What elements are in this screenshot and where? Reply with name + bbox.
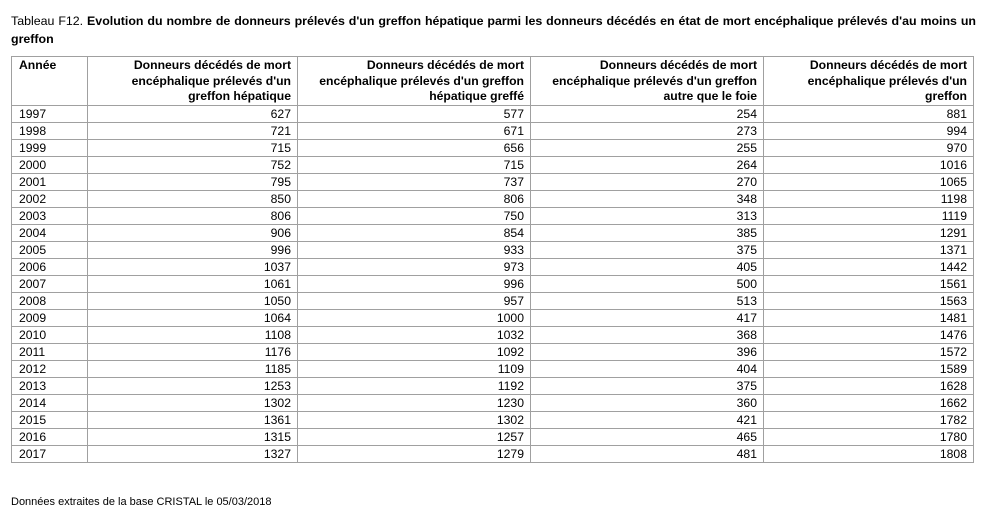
- table-caption-text: Evolution du nombre de donneurs prélevés d'un greffon hépatique parmi les donneurs décédés en état de mort encéphalique prélevés d'au moins un greffon: [11, 14, 976, 46]
- table-row: [12, 395, 974, 412]
- cell-liver-donors: 1302: [88, 395, 298, 412]
- cell-liver-donors: 752: [88, 157, 298, 174]
- cell-liver-grafted-donors: 933: [298, 242, 531, 259]
- cell-all-donors: 1291: [764, 225, 974, 242]
- table-row: [12, 344, 974, 361]
- cell-liver-grafted-donors: 973: [298, 259, 531, 276]
- cell-all-donors: 881: [764, 106, 974, 123]
- cell-all-donors: 1628: [764, 378, 974, 395]
- cell-other-organ-donors: 417: [531, 310, 764, 327]
- cell-all-donors: 1119: [764, 208, 974, 225]
- cell-liver-donors: 1361: [88, 412, 298, 429]
- cell-liver-donors: 715: [88, 140, 298, 157]
- cell-liver-donors: 1108: [88, 327, 298, 344]
- cell-year: 1999: [12, 140, 88, 157]
- cell-liver-grafted-donors: 996: [298, 276, 531, 293]
- column-header-liver-donors: Donneurs décédés de mort encéphalique prélevés d'un greffon hépatique: [88, 57, 298, 106]
- cell-all-donors: 1808: [764, 446, 974, 463]
- cell-year: 2008: [12, 293, 88, 310]
- cell-liver-donors: 1064: [88, 310, 298, 327]
- table-body: [12, 106, 974, 463]
- cell-all-donors: 1782: [764, 412, 974, 429]
- cell-year: 2005: [12, 242, 88, 259]
- column-header-liver-grafted-donors: Donneurs décédés de mort encéphalique prélevés d'un greffon hépatique greffé: [298, 57, 531, 106]
- cell-liver-donors: 1315: [88, 429, 298, 446]
- cell-other-organ-donors: 264: [531, 157, 764, 174]
- table-row: [12, 276, 974, 293]
- table-row: [12, 208, 974, 225]
- cell-all-donors: 1563: [764, 293, 974, 310]
- cell-liver-grafted-donors: 957: [298, 293, 531, 310]
- cell-year: 2006: [12, 259, 88, 276]
- cell-liver-donors: 806: [88, 208, 298, 225]
- cell-liver-donors: 1253: [88, 378, 298, 395]
- cell-liver-grafted-donors: 577: [298, 106, 531, 123]
- cell-liver-grafted-donors: 1092: [298, 344, 531, 361]
- cell-other-organ-donors: 368: [531, 327, 764, 344]
- cell-liver-grafted-donors: 1230: [298, 395, 531, 412]
- table-row: [12, 140, 974, 157]
- cell-other-organ-donors: 405: [531, 259, 764, 276]
- cell-all-donors: 994: [764, 123, 974, 140]
- cell-other-organ-donors: 348: [531, 191, 764, 208]
- table-row: [12, 310, 974, 327]
- cell-liver-grafted-donors: 715: [298, 157, 531, 174]
- cell-all-donors: 1065: [764, 174, 974, 191]
- cell-other-organ-donors: 254: [531, 106, 764, 123]
- table-header-row: [12, 57, 974, 106]
- cell-all-donors: 1780: [764, 429, 974, 446]
- cell-liver-grafted-donors: 1279: [298, 446, 531, 463]
- column-header-all-donors: Donneurs décédés de mort encéphalique prélevés d'un greffon: [764, 57, 974, 106]
- cell-year: 2007: [12, 276, 88, 293]
- table-row: [12, 293, 974, 310]
- cell-year: 2014: [12, 395, 88, 412]
- cell-all-donors: 1442: [764, 259, 974, 276]
- table-row: [12, 412, 974, 429]
- cell-liver-donors: 996: [88, 242, 298, 259]
- cell-all-donors: 1561: [764, 276, 974, 293]
- cell-liver-grafted-donors: 1192: [298, 378, 531, 395]
- cell-all-donors: 1662: [764, 395, 974, 412]
- cell-all-donors: 1198: [764, 191, 974, 208]
- cell-other-organ-donors: 360: [531, 395, 764, 412]
- cell-other-organ-donors: 500: [531, 276, 764, 293]
- cell-year: 2013: [12, 378, 88, 395]
- cell-year: 1998: [12, 123, 88, 140]
- table-row: [12, 123, 974, 140]
- cell-year: 2003: [12, 208, 88, 225]
- cell-other-organ-donors: 481: [531, 446, 764, 463]
- table-row: [12, 446, 974, 463]
- cell-other-organ-donors: 270: [531, 174, 764, 191]
- cell-liver-grafted-donors: 806: [298, 191, 531, 208]
- cell-liver-grafted-donors: 750: [298, 208, 531, 225]
- table-row: [12, 106, 974, 123]
- cell-year: 2000: [12, 157, 88, 174]
- cell-year: 2004: [12, 225, 88, 242]
- cell-other-organ-donors: 255: [531, 140, 764, 157]
- table-row: [12, 361, 974, 378]
- table-row: [12, 327, 974, 344]
- cell-other-organ-donors: 465: [531, 429, 764, 446]
- cell-other-organ-donors: 385: [531, 225, 764, 242]
- table-row: [12, 429, 974, 446]
- cell-liver-donors: 1050: [88, 293, 298, 310]
- cell-liver-grafted-donors: 737: [298, 174, 531, 191]
- cell-all-donors: 1572: [764, 344, 974, 361]
- cell-other-organ-donors: 375: [531, 242, 764, 259]
- cell-other-organ-donors: 421: [531, 412, 764, 429]
- cell-all-donors: 1016: [764, 157, 974, 174]
- cell-year: 2016: [12, 429, 88, 446]
- cell-liver-grafted-donors: 1302: [298, 412, 531, 429]
- cell-liver-grafted-donors: 1257: [298, 429, 531, 446]
- table-row: [12, 225, 974, 242]
- table-caption-label: Tableau F12.: [11, 14, 84, 28]
- cell-liver-grafted-donors: 656: [298, 140, 531, 157]
- cell-all-donors: 1589: [764, 361, 974, 378]
- table-row: [12, 242, 974, 259]
- table-row: [12, 157, 974, 174]
- cell-liver-grafted-donors: 854: [298, 225, 531, 242]
- cell-liver-donors: 906: [88, 225, 298, 242]
- source-footnote: Données extraites de la base CRISTAL le 05/03/2018: [11, 496, 272, 508]
- cell-year: 2001: [12, 174, 88, 191]
- cell-year: 2017: [12, 446, 88, 463]
- table-caption: [11, 12, 976, 48]
- cell-liver-donors: 1327: [88, 446, 298, 463]
- cell-liver-donors: 1037: [88, 259, 298, 276]
- cell-other-organ-donors: 313: [531, 208, 764, 225]
- column-header-year: Année: [12, 57, 88, 106]
- table-row: [12, 191, 974, 208]
- cell-year: 2002: [12, 191, 88, 208]
- table-row: [12, 259, 974, 276]
- cell-year: 2015: [12, 412, 88, 429]
- cell-other-organ-donors: 396: [531, 344, 764, 361]
- cell-liver-donors: 850: [88, 191, 298, 208]
- cell-all-donors: 970: [764, 140, 974, 157]
- cell-liver-donors: 721: [88, 123, 298, 140]
- table-row: [12, 174, 974, 191]
- donors-table: [11, 56, 974, 463]
- table-row: [12, 378, 974, 395]
- cell-other-organ-donors: 375: [531, 378, 764, 395]
- cell-all-donors: 1476: [764, 327, 974, 344]
- cell-year: 2010: [12, 327, 88, 344]
- cell-other-organ-donors: 273: [531, 123, 764, 140]
- cell-year: 1997: [12, 106, 88, 123]
- cell-liver-grafted-donors: 1109: [298, 361, 531, 378]
- cell-other-organ-donors: 404: [531, 361, 764, 378]
- cell-liver-donors: 1061: [88, 276, 298, 293]
- cell-liver-grafted-donors: 671: [298, 123, 531, 140]
- cell-liver-grafted-donors: 1032: [298, 327, 531, 344]
- cell-liver-donors: 1176: [88, 344, 298, 361]
- cell-liver-donors: 1185: [88, 361, 298, 378]
- cell-year: 2012: [12, 361, 88, 378]
- cell-all-donors: 1371: [764, 242, 974, 259]
- cell-all-donors: 1481: [764, 310, 974, 327]
- cell-liver-grafted-donors: 1000: [298, 310, 531, 327]
- cell-liver-donors: 795: [88, 174, 298, 191]
- cell-other-organ-donors: 513: [531, 293, 764, 310]
- cell-liver-donors: 627: [88, 106, 298, 123]
- column-header-other-organ-donors: Donneurs décédés de mort encéphalique prélevés d'un greffon autre que le foie: [531, 57, 764, 106]
- cell-year: 2011: [12, 344, 88, 361]
- cell-year: 2009: [12, 310, 88, 327]
